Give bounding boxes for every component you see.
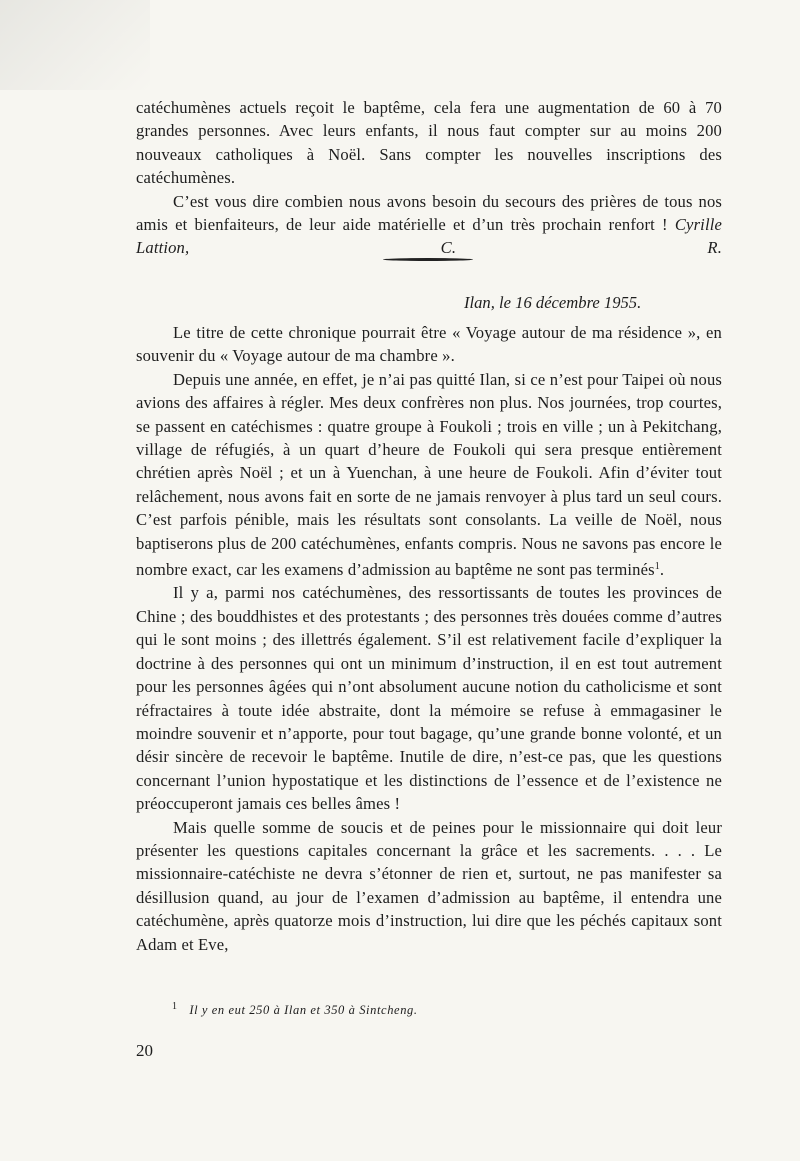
dateline: Ilan, le 16 décembre 1955. [464, 293, 642, 312]
footnote-marker: 1 [172, 1001, 178, 1012]
paragraph-text: C’est vous dire combien nous avons besoin du secours des prières de tous nos amis et bienfaiteurs, de leur aide matérielle et d’un très [136, 191, 722, 235]
paragraph: Depuis une année, en effet, je n’ai pas quitté Ilan, si ce n’est pour Taipei où nous avions des affaires à régler. Mes deux confrères non plus. Nos journées, trop courtes, se passent en catéchismes : quatre groupe à Foukoli ; trois en ville ; un à Pekitchang, village de réfugiés, à un quart d’heure de Foukoli qui sera presque entièrement chrétien après Noël ; et un à Yuenchan, à une heure de Foukoli. Afin d’éviter tout relâchement, nous avons fait en sorte de ne jamais renvoyer à plus tard un seul cours. C’est parfois pénible, mais les résultats sont consolants. La veille de Noël, nous baptiserons plus de 200 catéchumènes, enfants compris. Nous ne savons pas encore le nombre exact, car les examens d’admission au baptême ne sont pas terminés$^1$. [136, 369, 722, 580]
text-block-main [136, 321, 722, 956]
paragraph: Mais quelle somme de soucis et de peines pour le missionnaire qui doit leur présenter les questions capitales concernant la grâce et les sacrements. . . . Le missionnaire-catéchiste ne devra s’étonner de rien et, surtout, ne pas manifester sa désillusion quand, au jour de l’examen d’admission au baptême, il entendra une catéchumène, après quatorze mois d’instruction, lui dire que les péchés capitaux sont Adam et Eve, [136, 817, 722, 954]
page-number: 20 [136, 1041, 153, 1060]
paragraph-text: Depuis une année, en effet, je n’ai pas quitté Ilan, si ce n’est pour Taipei où nous avions des affaires à régler. Mes deux confrères non plus. Nos journées, trop courtes, se passent en catéchismes : quatre groupe à Foukoli ; trois en ville ; un à Pekitchang, village de réfugiés, à un quart d’heure de Foukoli qui sera presque entièrement chrétien après Noël ; et un à Yuenchan, à une heure de Foukoli. Afin d’éviter tout relâchement, nous avons fait en sorte de ne jamais renvoyer à plus tard un seul cours. C’est parfois pénible, mais les résultats sont consolants. La veille de Noël, nous baptiserons plus de 200 catéchumènes, enfants compris. Nous ne savons pas encore le nombre exact, car les examens d’admission au baptême ne sont pas terminés [136, 369, 722, 580]
signature: Cyrille Lattion, C. R. [136, 215, 722, 258]
paragraph: Il y a, parmi nos catéchumènes, des ressortissants de toutes les provinces de Chine ; des bouddhistes et des protestants ; des personnes très douées comme d’autres qui le sont moins ; des illettrés également. S’il est relativement facile d’expliquer la doctrine à des personnes qui ont un minimum d’instruction, il en est tout autrement pour les personnes âgées qui n’ont absolument aucune notion du catholicisme et sont réfractaires à toute idée abstraite, dont la mémoire se refuse à emmagasiner le moindre souvenir et n’apporte, pour tout bagage, qu’une grande bonne volonté, et un désir sincère de recevoir le baptême. Inutile de dire, n’est-ce pas, que les questions concernant l’union hypostatique et les distinctions de l’essence et de l’existence ne préoccuperont jamais ces belles âmes ! [136, 583, 722, 814]
scan-shadow [0, 0, 150, 90]
paragraph: catéchumènes actuels reçoit le baptême, cela fera une augmentation de 60 à 70 grandes personnes. Avec leurs enfants, il nous faut compter sur au moins 200 nouveaux catholiques à Noël. Sans compter les nouvelles inscriptions des catéchumènes. [136, 98, 722, 188]
footnote-text: Il y en eut 250 à Ilan et 350 à Sintcheng. [189, 1003, 418, 1018]
text-block-top [136, 96, 722, 260]
paragraph [136, 190, 722, 260]
footnote [172, 1001, 418, 1018]
section-divider [383, 258, 473, 261]
paragraph: Le titre de cette chronique pourrait être « Voyage autour de ma résidence », en souvenir du « Voyage autour de ma chambre ». [136, 323, 722, 366]
footnote-reference: 1 [654, 561, 660, 573]
paragraph-text-end: prochain renfort ! [542, 215, 668, 235]
